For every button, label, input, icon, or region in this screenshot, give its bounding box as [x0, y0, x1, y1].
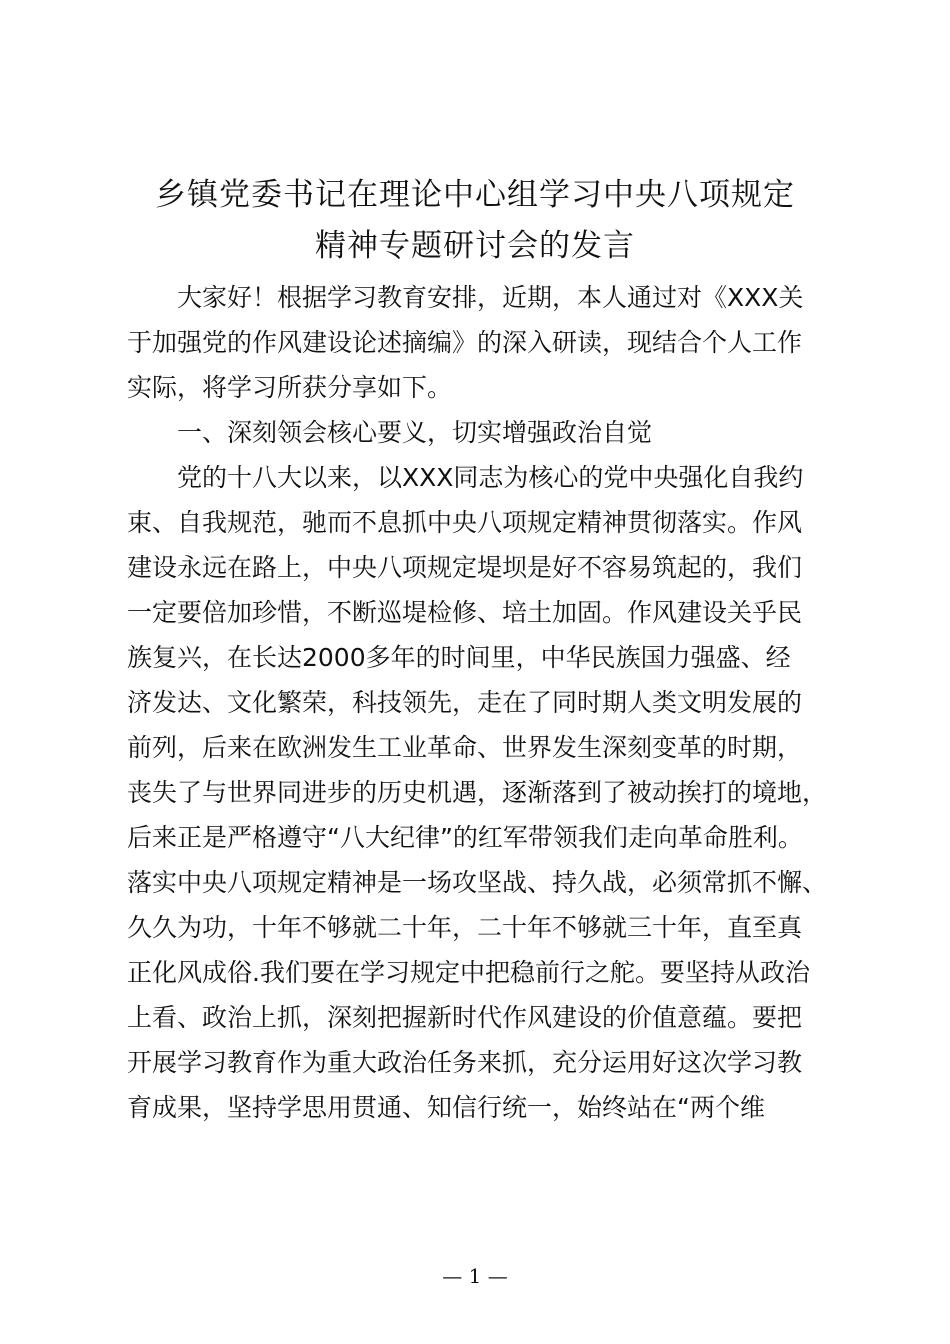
- body-line-5: 党的十八大以来，以XXX同志为核心的党中央强化自我约: [177, 463, 804, 492]
- body-line-1: 大家好！根据学习教育安排，近期，本人通过对《XXX关: [177, 283, 804, 312]
- section-heading-1: 一、深刻领会核心要义，切实增强政治自觉: [177, 418, 653, 447]
- body-line-2: 于加强党的作风建设论述摘编》的深入研读，现结合个人工作: [127, 328, 803, 357]
- body-line-11: 前列，后来在欧洲发生工业革命、世界发生深刻变革的时期，: [127, 733, 803, 762]
- body-line-18: 开展学习教育作为重大政治任务来抓，充分运用好这次学习教: [127, 1048, 803, 1077]
- body-line-3: 实际，将学习所获分享如下。: [127, 373, 453, 402]
- body-line-8: 一定要倍加珍惜，不断巡堤检修、培土加固。作风建设关乎民: [127, 598, 803, 627]
- body-line-9: 族复兴，在长达2000多年的时间里，中华民族国力强盛、经: [127, 643, 791, 672]
- body-line-17: 上看、政治上抓，深刻把握新时代作风建设的价值意蕴。要把: [127, 1003, 803, 1032]
- body-line-15: 久久为功，十年不够就二十年，二十年不够就三十年，直至真: [127, 913, 803, 942]
- body-line-13: 后来正是严格遵守“八大纪律”的红军带领我们走向革命胜利。: [127, 823, 803, 852]
- body-line-7: 建设永远在路上，中央八项规定堤坝是好不容易筑起的，我们: [127, 553, 803, 582]
- body-line-19: 育成果，坚持学思用贯通、知信行统一，始终站在“两个维: [127, 1093, 765, 1122]
- body-line-12: 丧失了与世界同进步的历史机遇，逐渐落到了被动挨打的境地，: [127, 778, 828, 807]
- document-title-line-2: 精神专题研讨会的发言: [315, 228, 635, 264]
- page-number: — 1 —: [442, 1264, 508, 1288]
- document-title-line-1: 乡镇党委书记在理论中心组学习中央八项规定: [155, 177, 795, 213]
- body-line-16: 正化风成俗.我们要在学习规定中把稳前行之舵。要坚持从政治: [127, 958, 810, 987]
- body-line-14: 落实中央八项规定精神是一场攻坚战、持久战，必须常抓不懈、: [127, 868, 828, 897]
- body-line-10: 济发达、文化繁荣，科技领先，走在了同时期人类文明发展的: [127, 688, 803, 717]
- body-line-6: 束、自我规范，驰而不息抓中央八项规定精神贯彻落实。作风: [127, 508, 803, 537]
